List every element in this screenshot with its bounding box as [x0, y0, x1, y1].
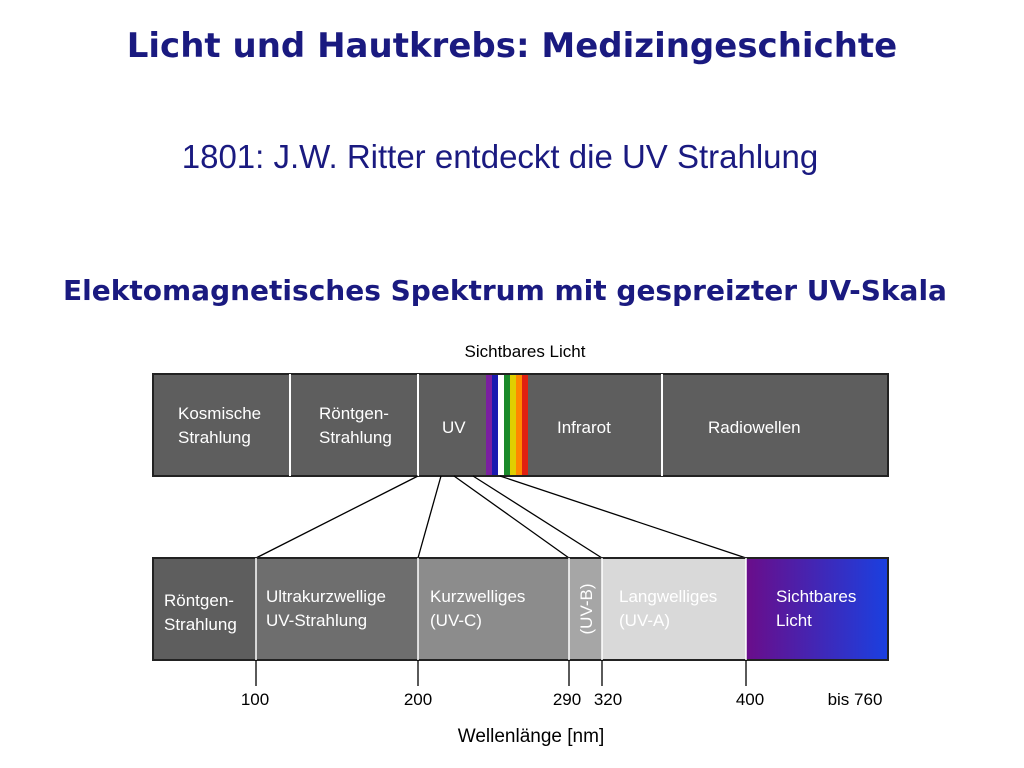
axis-label: Wellenlänge [nm]: [457, 726, 605, 747]
zoom-connectors: [256, 476, 746, 558]
uv-band-xray-line2: Strahlung: [164, 615, 237, 634]
tick-label-320: 320: [593, 690, 623, 709]
band-radio: Radiowellen: [708, 418, 801, 437]
visible-light-label: Sichtbares Licht: [464, 342, 586, 361]
rainbow-stripe: [504, 375, 510, 475]
band-xray-line2: Strahlung: [319, 428, 392, 447]
uv-band-uva-line2: (UV-A): [619, 611, 670, 630]
uv-band-uvc-line2: (UV-C): [430, 611, 482, 630]
tick-label-400: 400: [735, 690, 765, 709]
tick-label-100: 100: [240, 690, 270, 709]
rainbow-stripe: [492, 375, 498, 475]
uv-band-uvc-line1: Kurzwelliges: [430, 587, 526, 606]
visible-rainbow: [486, 375, 528, 475]
tick-label-290: 290: [552, 690, 582, 709]
uv-band-visible-line2: Licht: [776, 611, 812, 630]
diagram-heading: Elektomagnetisches Spektrum mit gespreizter UV-Skala: [63, 274, 947, 307]
uv-band-uva-line1: Langwelliges: [619, 587, 718, 606]
rainbow-stripe: [486, 375, 492, 475]
band-cosmic-line1: Kosmische: [178, 404, 262, 423]
rainbow-stripe: [510, 375, 516, 475]
slide-subtitle: 1801: J.W. Ritter entdeckt die UV Strahlung: [181, 138, 819, 175]
tick-label-760: bis 760: [827, 690, 883, 709]
uv-band-ultra-line2: UV-Strahlung: [266, 611, 368, 630]
wavelength-scale: [256, 660, 746, 686]
rainbow-stripe: [498, 375, 504, 475]
tick-label-200: 200: [403, 690, 433, 709]
uv-band-visible-line1: Sichtbares: [776, 587, 857, 606]
uv-band-ultra-line1: Ultrakurzwellige: [266, 587, 386, 606]
uv-band-xray-line1: Röntgen-: [164, 591, 234, 610]
rainbow-stripe: [516, 375, 522, 475]
uv-band-uvb: (UV-B): [577, 583, 596, 635]
band-xray-line1: Röntgen-: [319, 404, 389, 423]
band-cosmic-line2: Strahlung: [178, 428, 251, 447]
rainbow-stripe: [522, 375, 528, 475]
band-infrared: Infrarot: [557, 418, 611, 437]
band-uv: UV: [442, 418, 466, 437]
uv-detail-bar: [153, 558, 888, 660]
spectrum-bar: [153, 374, 888, 476]
slide-title: Licht und Hautkrebs: Medizingeschichte: [126, 26, 898, 66]
